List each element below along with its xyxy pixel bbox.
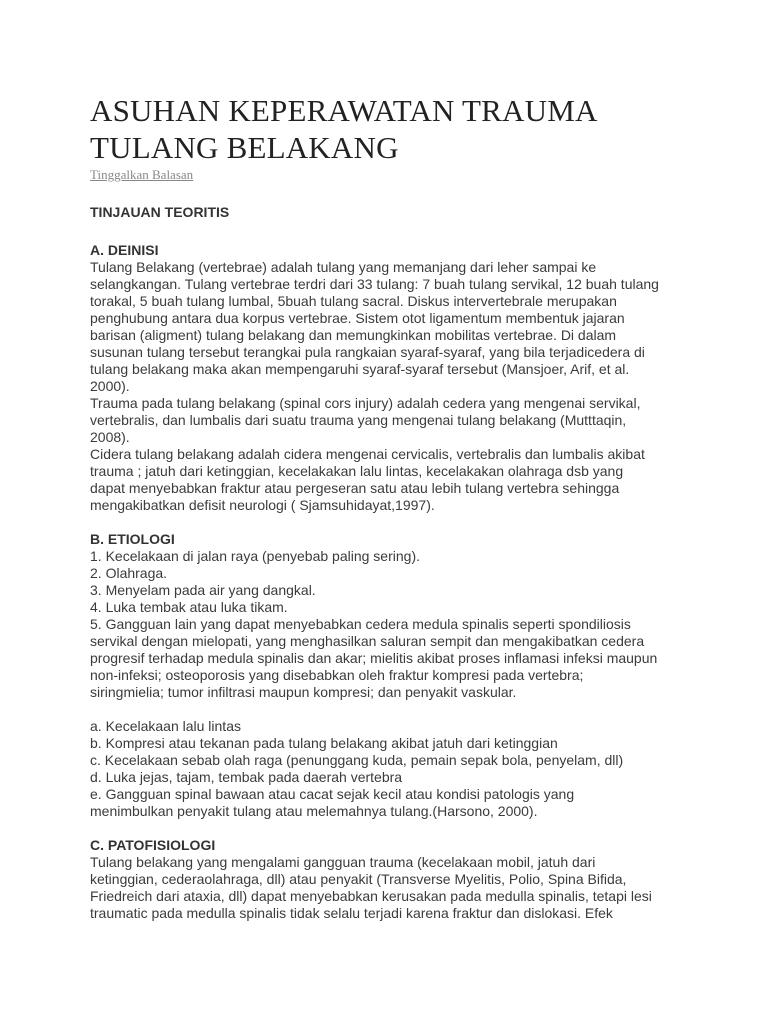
text-line: susunan tulang tersebut terangkai pula rangkaian syaraf-syaraf, yang bila terjadicedera di — [90, 344, 645, 360]
text-line: mengakibatkan defisit neurologi ( Sjamsuhidayat,1997). — [90, 497, 435, 513]
patofisiologi-paragraph — [90, 854, 690, 922]
text-line: Tulang belakang yang mengalami gangguan trauma (kecelakaan mobil, jatuh dari — [90, 854, 596, 870]
etiologi-list-numbered — [90, 548, 690, 701]
text-line: selangkangan. Tulang vertebrae terdri dari 33 tulang: 7 buah tulang servikal, 12 buah tulang — [90, 276, 659, 292]
text-line: dapat menyebabkan fraktur atau pergeseran satu atau lebih tulang vertebra sehingga — [90, 480, 620, 496]
text-line: progresif terhadap medula spinalis dan akar; mielitis akibat proses inflamasi infeksi maupun — [90, 650, 658, 666]
text-line: Trauma pada tulang belakang (spinal cors injury) adalah cedera yang mengenai servikal, — [90, 395, 641, 411]
text-line: traumatic pada medulla spinalis tidak selalu terjadi karena fraktur dan dislokasi. Efek — [90, 905, 613, 921]
heading-etiologi: B. ETIOLOGI — [90, 531, 175, 547]
leave-reply-link[interactable]: Tinggalkan Balasan — [90, 167, 194, 182]
text-line: ketinggian, cederaolahraga, dll) atau penyakit (Transverse Myelitis, Polio, Spina Bifida, — [90, 871, 627, 887]
heading-definisi: A. DEINISI — [90, 242, 159, 258]
section-definisi — [90, 242, 690, 514]
heading-patofisiologi: C. PATOFISIOLOGI — [90, 837, 216, 853]
text-line: a. Kecelakaan lalu lintas — [90, 718, 241, 734]
title-line: TULANG BELAKANG — [90, 130, 399, 165]
text-line: trauma ; jatuh dari ketinggian, kecelakakan lalu lintas, kecelakakan olahraga dsb yang — [90, 463, 624, 479]
text-line: 3. Menyelam pada air yang dangkal. — [90, 582, 316, 598]
section-heading-tinjauan: TINJAUAN TEORITIS — [90, 204, 230, 220]
text-line: 5. Gangguan lain yang dapat menyebabkan cedera medula spinalis seperti spondiliosis — [90, 616, 631, 632]
text-line: Cidera tulang belakang adalah cidera mengenai cervicalis, vertebralis dan lumbalis akibat — [90, 446, 645, 462]
text-line: torakal, 5 buah tulang lumbal, 5buah tulang sacral. Diskus intervertebrale merupakan — [90, 293, 617, 309]
text-line: c. Kecelakaan sebab olah raga (penunggang kuda, pemain sepak bola, penyelam, dll) — [90, 752, 624, 768]
document-title — [90, 92, 690, 166]
text-line: Tulang Belakang (vertebrae) adalah tulang yang memanjang dari leher sampai ke — [90, 259, 597, 275]
text-line: 4. Luka tembak atau luka tikam. — [90, 599, 288, 615]
text-line: d. Luka jejas, tajam, tembak pada daerah vertebra — [90, 769, 403, 785]
text-line: 2008). — [90, 429, 130, 445]
section-etiologi — [90, 531, 690, 820]
text-line: penghubung antara dua korpus vertebrae. Sistem otot ligamentum membentuk jajaran — [90, 310, 625, 326]
text-line: barisan (aligment) tulang belakang dan memungkinkan mobilitas vertebrae. Di dalam — [90, 327, 617, 343]
text-line: non-infeksi; osteoporosis yang disebabkan oleh fraktur kompresi pada vertebra; — [90, 667, 584, 683]
article-body — [90, 204, 690, 922]
text-line: siringmielia; tumor infiltrasi maupun kompresi; dan penyakit vaskular. — [90, 684, 517, 700]
text-line: tulang belakang maka akan mempengaruhi syaraf-syaraf tersebut (Mansjoer, Arif, et al. — [90, 361, 630, 377]
section-patofisiologi — [90, 837, 690, 922]
text-line: 2000). — [90, 378, 130, 394]
etiologi-list-lettered — [90, 718, 690, 820]
document-page — [90, 92, 690, 922]
text-line: vertebralis, dan lumbalis dari suatu trauma yang mengenai tulang belakang (Mutttaqin, — [90, 412, 627, 428]
text-line: 2. Olahraga. — [90, 565, 168, 581]
text-line: menimbulkan penyakit tulang atau melemahnya tulang.(Harsono, 2000). — [90, 803, 538, 819]
text-line: servikal dengan mielopati, yang menghasilkan saluran sempit dan mengakibatkan cedera — [90, 633, 645, 649]
text-line: Friedreich dari ataxia, dll) dapat menyebabkan kerusakan pada medulla spinalis, tetapi lesi — [90, 888, 652, 904]
text-line: 1. Kecelakaan di jalan raya (penyebab paling sering). — [90, 548, 420, 564]
text-line: b. Kompresi atau tekanan pada tulang belakang akibat jatuh dari ketinggian — [90, 735, 558, 751]
title-line: ASUHAN KEPERAWATAN TRAUMA — [90, 93, 598, 128]
text-line: e. Gangguan spinal bawaan atau cacat sejak kecil atau kondisi patologis yang — [90, 786, 575, 802]
definisi-paragraph — [90, 259, 690, 514]
